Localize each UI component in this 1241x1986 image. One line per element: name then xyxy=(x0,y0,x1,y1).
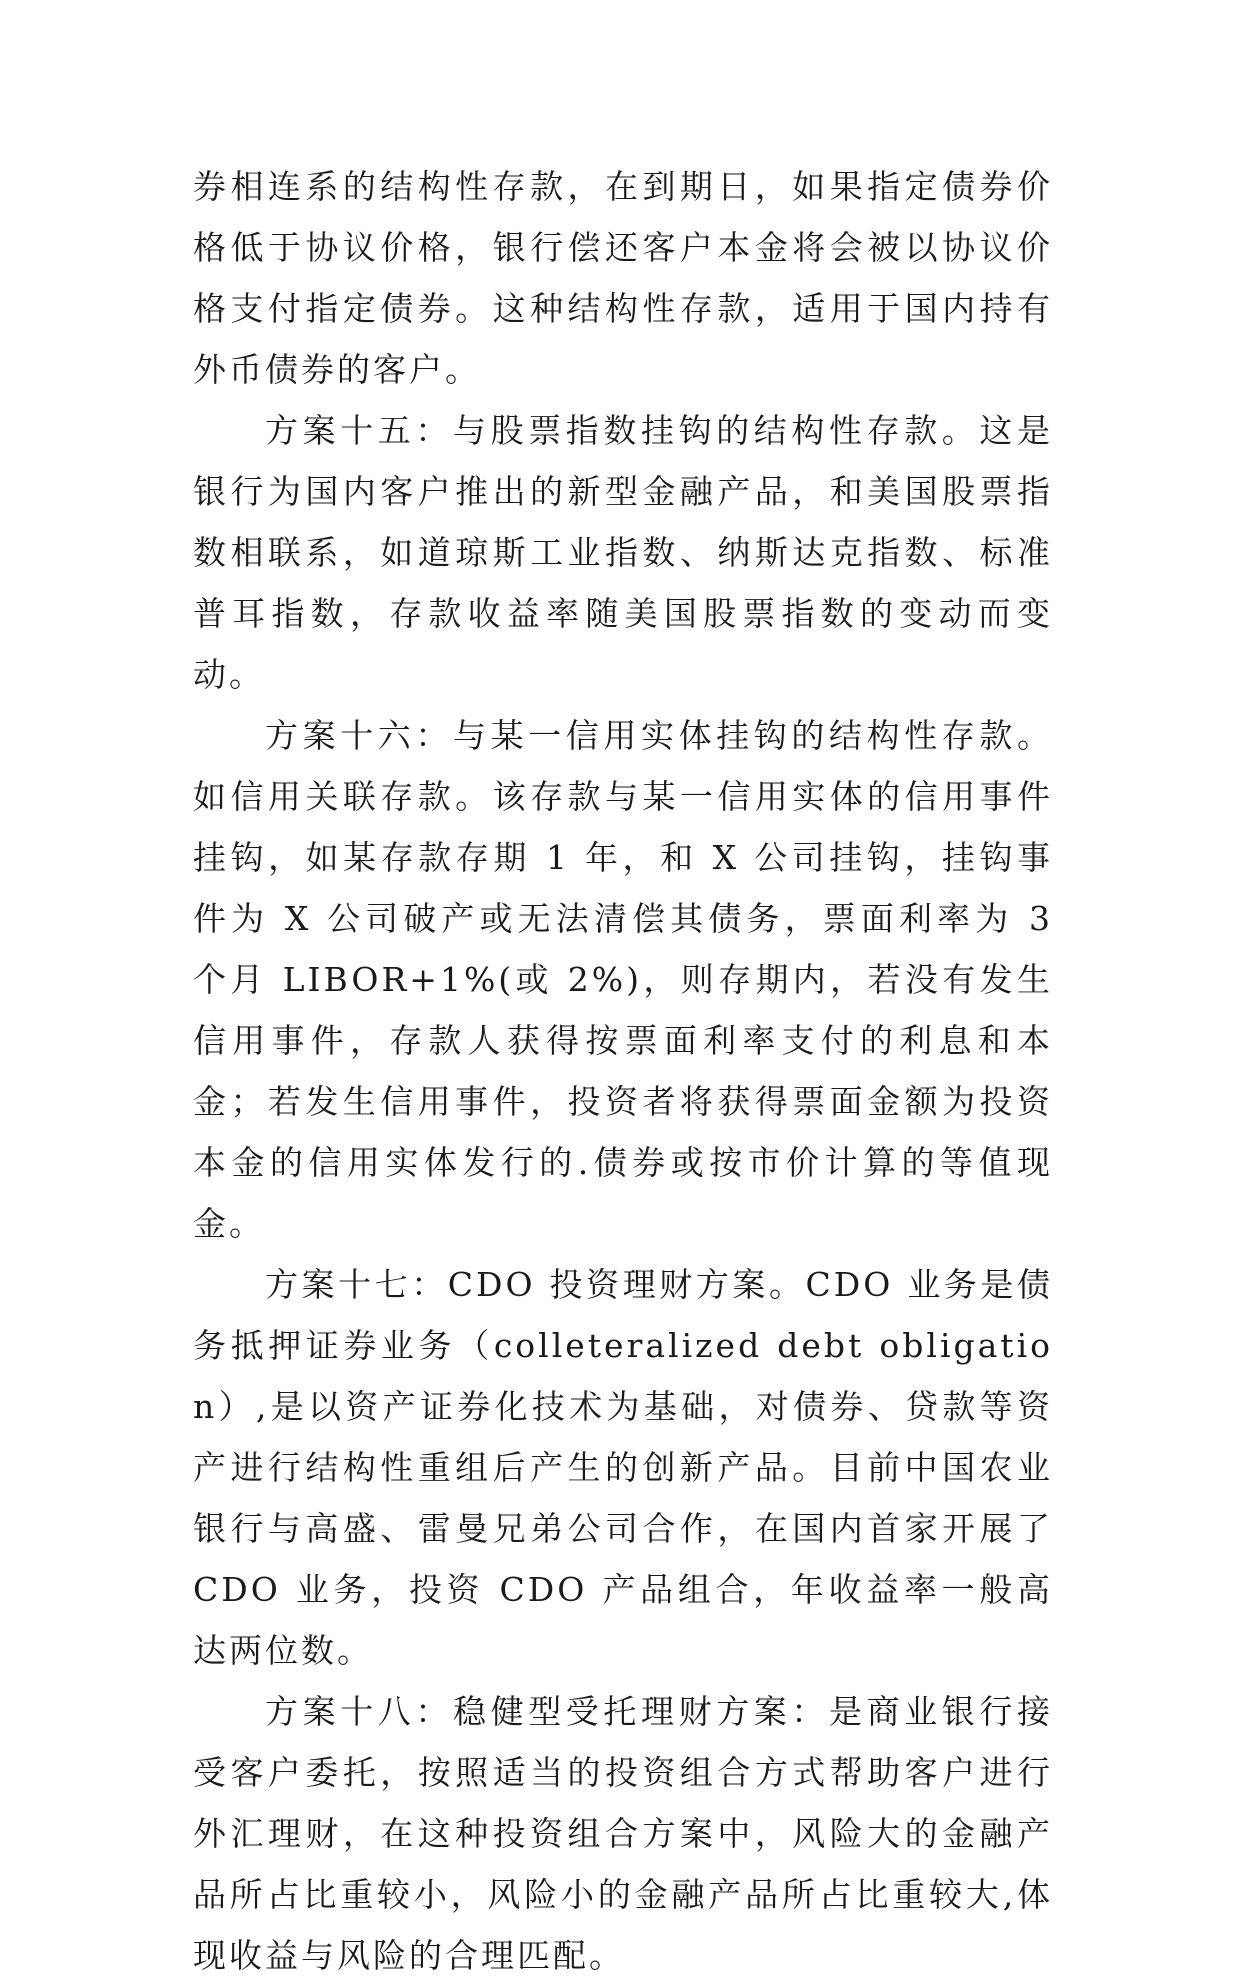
paragraph-scheme-18: 方案十八：稳健型受托理财方案：是商业银行接受客户委托，按照适当的投资组合方式帮助客户进行外汇理财，在这种投资组合方案中，风险大的金融产品所占比重较小，风险小的金融产品所占比重较大,体现收益与风险的合理匹配。 xyxy=(193,1692,1053,1975)
paragraph-scheme-15: 方案十五：与股票指数挂钩的结构性存款。这是银行为国内客户推出的新型金融产品，和美国股票指数相联系，如道琼斯工业指数、纳斯达克指数、标准普耳指数，存款收益率随美国股票指数的变动而变动。 xyxy=(193,411,1053,694)
body-text xyxy=(193,156,1053,1986)
paragraph-scheme-17: 方案十七：CDO 投资理财方案。CDO 业务是债务抵押证券业务（colleteralized debt obligation）,是以资产证券化技术为基础，对债券、贷款等资产进行结构性重组后产生的创新产品。目前中国农业银行与高盛、雷曼兄弟公司合作，在国内首家开展了 CDO 业务，投资 CDO 产品组合，年收益率一般高达两位数。 xyxy=(193,1265,1053,1670)
paragraph-scheme-16: 方案十六：与某一信用实体挂钩的结构性存款。如信用关联存款。该存款与某一信用实体的信用事件挂钩，如某存款存期 1 年，和 X 公司挂钩，挂钩事件为 X 公司破产或无法清偿其债务，票面利率为 3 个月 LIBOR+1%(或 2%)，则存期内，若没有发生信用事件，存款人获得按票面利率支付的利息和本金；若发生信用事件，投资者将获得票面金额为投资本金的信用实体发行的.债券或按市价计算的等值现金。 xyxy=(193,716,1053,1243)
paragraph-continuation: 券相连系的结构性存款，在到期日，如果指定债券价格低于协议价格，银行偿还客户本金将会被以协议价格支付指定债券。这种结构性存款，适用于国内持有外币债券的客户。 xyxy=(193,167,1053,389)
